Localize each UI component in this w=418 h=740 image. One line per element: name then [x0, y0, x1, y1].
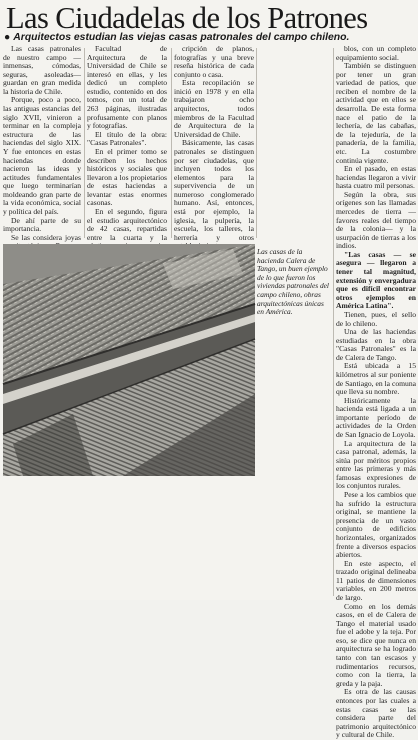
column-separator — [333, 48, 334, 596]
text-column-1 — [3, 45, 81, 240]
article-headline: Las Ciudadelas de los Patrones — [6, 1, 368, 35]
article-paragraph: Según la obra, sus orígenes son las llamadas mercedes de tierra —favores reales del tiempo de la colonia— y la usurpación de tierras a los indios. — [336, 189, 416, 251]
text-column-2 — [87, 45, 167, 240]
article-paragraph: En el pasado, en estas haciendas llegaron a vivir hasta cuatro mil personas. — [336, 164, 416, 191]
article-paragraph: Se las considera joyas — [11, 232, 81, 242]
article-paragraph: Una de las haciendas estudiadas en la obra "Casas Patronales" es la de Calera de Tango. — [336, 327, 416, 362]
article-paragraph: Históricamente la hacienda está ligada a un importante período de actividades de la Orden de San Ignacio de Loyola. — [336, 395, 416, 440]
article-paragraph: Las casas patronales de nuestro campo —inmensas, cómodas, seguras, asoleadas— guardan en gran medida la historia de Chile. — [3, 44, 81, 96]
text-column-5 — [336, 44, 416, 740]
article-paragraph: blos, con un completo equipamiento social. — [336, 44, 416, 62]
article-paragraph: En el primer tomo se describen los hechos históricos y sociales que llevaron a los propietarios de estas haciendas a levantar estas enormes casonas. — [87, 146, 167, 208]
article-paragraph: De ahí parte de su importancia. — [3, 215, 81, 234]
article-paragraph: Como en los demás casos, en el de Calera de Tango el material usado fue el adobe y la teja. Por eso, se dice que nunca en arquitectura se ha logrado tanto con tan escasos y rudimentarios recursos, como con la tierra, la greda y la paja. — [336, 601, 416, 688]
photo-caption: Las casas de la hacienda Calera de Tango, un buen ejemplo de lo que fueron los viviendas patronales del campo chileno, obras arquitectónicas únicas en América. — [257, 247, 329, 317]
column-separator — [84, 48, 85, 238]
column-separator — [171, 48, 172, 238]
article-paragraph: La arquitectura de la casa patronal, además, la sitúa por méritos propios entre las primeras y más famosas expresiones de los conjuntos rurales. — [336, 438, 416, 491]
article-paragraph: En este aspecto, el trazado original delineaba 11 patios de dimensiones variables, en 200 metros de largo. — [336, 558, 416, 602]
article-paragraph: En el segundo, figura el estudio arquitectónico de 42 casas, repartidas entre la cuarta y la — [87, 206, 167, 242]
bullet-icon: ● — [4, 32, 11, 43]
article-paragraph: Porque, poco a poco, las antiguas estancias del siglo XVII, vinieron a terminar en la compleja estructura de las haciendas del siglo XIX. Y fue entonces en estas haciendas donde nacieron las ideas y actitudes fundamentales que luego terminarían moldeando gran parte de la vida económica, social y política del país. — [3, 95, 81, 216]
hacienda-photo — [3, 244, 255, 476]
subheadline-text: Arquitectos estudian las viejas casas patronales del campo chileno. — [13, 32, 350, 43]
article-paragraph: Básicamente, las casas patronales se distinguen por ser ciudadelas, que incluyen todos los elementos para la supervivencia de un numeroso conglomerado humano. Así, entonces, está por ejemplo, la iglesia, la pulpería, la escuela, los talleres, la herrería y otros — [174, 138, 254, 242]
article-paragraph: Es otra de las causas entonces por las cuales a estas casas se las considera parte del patrimonio arquitectónico y cultural de Chile. — [336, 687, 416, 740]
article-paragraph: El título de la obra: "Casas Patronales". — [87, 129, 167, 148]
article-paragraph: Tienen, pues, el sello de lo chileno. — [336, 309, 416, 328]
article-paragraph: "Las casas — se asegura — llegaron a tener tal magnitud, extensión y envergadura que es difícil encontrar otros ejemplos en América Latina". — [336, 249, 416, 311]
article-paragraph: Esta recopilación se inició en 1978 y en ella trabajaron ocho arquitectos, todos miembros de la Facultad de Arquitectura de la Universidad de Chile. — [174, 78, 254, 139]
article-paragraph: Está ubicada a 15 kilómetros al sur poniente de Santiago, en la comuna que lleva su nombre. — [336, 361, 416, 397]
text-column-3 — [174, 45, 254, 243]
article-paragraph: Facultad de Arquitectura de la Universidad de Chile se interesó en ellas, y les dedicó un completo estudio, contenido en dos tomos, con un total de 263 páginas, ilustradas profusamente con planos y fotografías. — [87, 44, 167, 131]
article-paragraph: Pese a los cambios que ha sufrido la estructura original, se mantiene la presencia de un vasto conjunto de edificios horizontales, organizados frente a diversos espacios abiertos. — [336, 490, 416, 560]
article-paragraph: También se distinguen por tener un gran variedad de patios, que reciben el nombre de la actividad que en ellos se desarrolla. De esta forma nace el patio de la lechería, de las cabañas, de la tejeduría, de la panadería, de la familia, etc. La costumbre continúa vigente. — [336, 61, 416, 165]
article-subheadline — [4, 31, 416, 44]
article-paragraph: cripción de planos, fotografías y una breve reseña histórica de cada conjunto o casa. — [174, 44, 254, 79]
hacienda-roof-image — [3, 244, 255, 476]
column-separator — [256, 48, 257, 238]
